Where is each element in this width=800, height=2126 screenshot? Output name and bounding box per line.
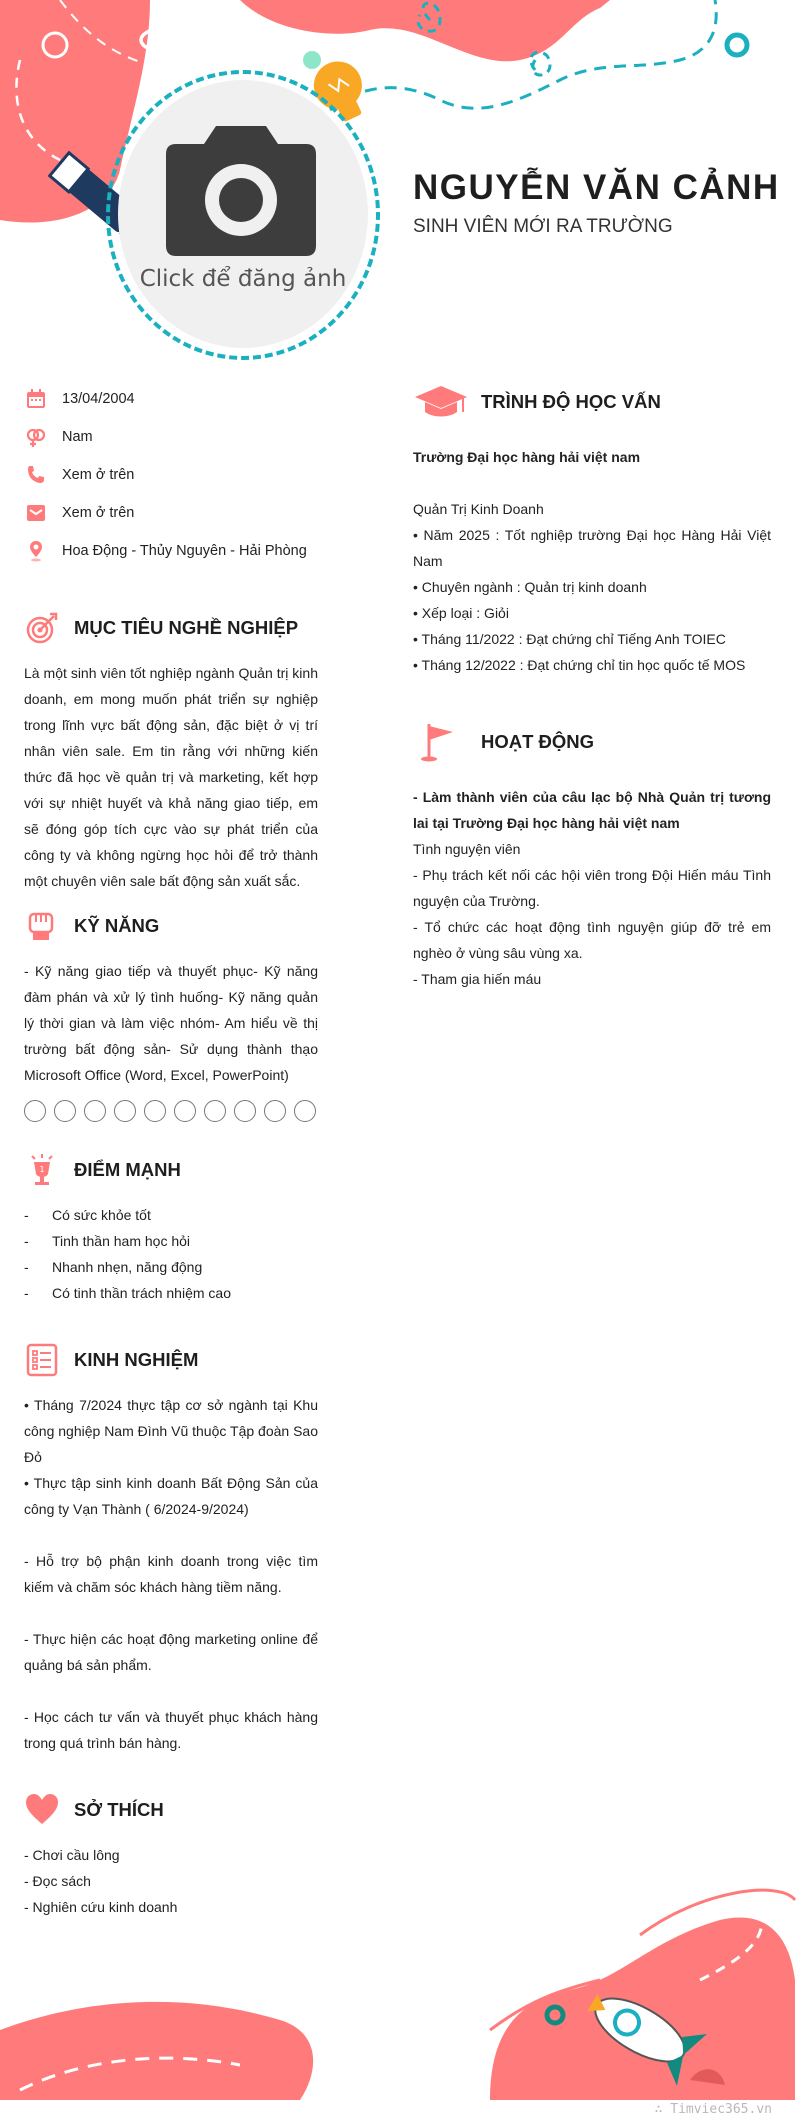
skills-title: KỸ NĂNG: [74, 915, 160, 936]
heart-icon: [24, 1792, 60, 1828]
list-item: • Xếp loại : Giỏi: [413, 605, 509, 621]
address-text: Hoa Động - Thủy Nguyên - Hải Phòng: [62, 543, 307, 559]
list-item: - Chơi cầu lông: [24, 1847, 120, 1863]
list-item: - Có tinh thần trách nhiệm cao: [24, 1285, 231, 1301]
email-text: Xem ở trên: [62, 505, 135, 521]
education-title: TRÌNH ĐỘ HỌC VẤN: [481, 391, 661, 412]
footer-decoration: [0, 1880, 800, 2126]
candidate-name: NGUYỄN VĂN CẢNH: [413, 168, 780, 207]
activities-heading: [413, 720, 771, 764]
list-item: - Tổ chức các hoạt động tình nguyện giúp đỡ trẻ em nghèo ở vùng sâu vùng xa.: [413, 919, 771, 961]
rating-dot[interactable]: [144, 1100, 166, 1122]
strengths-title: ĐIỂM MẠNH: [74, 1159, 181, 1180]
rating-dot[interactable]: [264, 1100, 286, 1122]
rating-dot[interactable]: [174, 1100, 196, 1122]
experience-item: • Thực tập sinh kinh doanh Bất Động Sản của công ty Vạn Thành ( 6/2024-9/2024): [24, 1475, 318, 1517]
hobbies-title: SỞ THÍCH: [74, 1799, 164, 1820]
experience-title: KINH NGHIỆM: [74, 1349, 199, 1370]
hobbies-heading: [24, 1792, 318, 1828]
right-column: [413, 380, 771, 992]
phone-text: Xem ở trên: [62, 467, 135, 483]
svg-text:1: 1: [39, 1165, 45, 1174]
experience-detail: - Thực hiện các hoạt động marketing online để quảng bá sản phẩm.: [24, 1631, 318, 1673]
list-item: • Năm 2025 : Tốt nghiệp trường Đại học Hàng Hải Việt Nam: [413, 527, 771, 569]
fist-icon: [24, 908, 60, 944]
contact-gender: [24, 418, 318, 456]
watermark: ∴ Timviec365.vn: [654, 2102, 772, 2117]
list-item: - Nhanh nhẹn, năng động: [24, 1259, 203, 1275]
trophy-icon: [24, 1152, 60, 1188]
activities-role: Tình nguyện viên: [413, 841, 521, 857]
target-icon: [24, 610, 60, 646]
skills-text: - Kỹ năng giao tiếp và thuyết phục- Kỹ năng đàm phán và xử lý tình huống- Kỹ năng quản lý thời gian và làm việc nhóm- Am hiểu về thị trường bất động sản- Sử dụng thành thạo Microsoft Office (Word, Excel, PowerPoint): [24, 963, 318, 1083]
list-item: - Đọc sách: [24, 1873, 91, 1889]
birthday-text: 13/04/2004: [62, 391, 135, 407]
rating-dot[interactable]: [54, 1100, 76, 1122]
skills-heading: [24, 908, 318, 944]
experience-detail: - Học cách tư vấn và thuyết phục khách hàng trong quá trình bán hàng.: [24, 1709, 318, 1751]
experience-detail: - Hỗ trợ bộ phận kinh doanh trong việc tìm kiếm và chăm sóc khách hàng tiềm năng.: [24, 1553, 318, 1595]
location-icon: [24, 539, 48, 563]
list-item: - Tham gia hiến máu: [413, 971, 542, 987]
contact-email: [24, 494, 318, 532]
experience-heading: [24, 1342, 318, 1378]
email-icon: [24, 501, 48, 525]
objective-title: MỤC TIÊU NGHỀ NGHIỆP: [74, 617, 299, 638]
skill-rating[interactable]: [24, 1100, 318, 1122]
candidate-title: SINH VIÊN MỚI RA TRƯỜNG: [413, 216, 673, 237]
camera-icon: [166, 126, 316, 256]
rating-dot[interactable]: [204, 1100, 226, 1122]
education-school: Trường Đại học hàng hải việt nam: [413, 449, 641, 465]
activities-title: HOẠT ĐỘNG: [481, 731, 595, 752]
list-item: • Chuyên ngành : Quản trị kinh doanh: [413, 579, 647, 595]
contact-birthday: [24, 380, 318, 418]
list-item: - Có sức khỏe tốt: [24, 1207, 151, 1223]
objective-heading: [24, 610, 318, 646]
education-major: Quản Trị Kinh Doanh: [413, 501, 544, 517]
list-item: • Tháng 11/2022 : Đạt chứng chỉ Tiếng Anh TOIEC: [413, 631, 726, 647]
contact-address: [24, 532, 318, 570]
rating-dot[interactable]: [84, 1100, 106, 1122]
list-item: - Tinh thần ham học hỏi: [24, 1233, 191, 1249]
gender-text: Nam: [62, 429, 93, 445]
checklist-icon: [24, 1342, 60, 1378]
experience-item: • Tháng 7/2024 thực tập cơ sở ngành tại Khu công nghiệp Nam Đình Vũ thuộc Tập đoàn Sao Đỏ: [24, 1397, 318, 1465]
rating-dot[interactable]: [24, 1100, 46, 1122]
flag-icon: [413, 720, 469, 764]
left-column: [24, 380, 318, 1920]
graduation-cap-icon: [413, 380, 469, 424]
education-heading: [413, 380, 771, 424]
avatar-caption[interactable]: Click để đăng ảnh: [139, 266, 347, 292]
rating-dot[interactable]: [114, 1100, 136, 1122]
atom-icon: [141, 0, 225, 84]
list-item: • Tháng 12/2022 : Đạt chứng chỉ tin học quốc tế MOS: [413, 657, 746, 673]
strengths-heading: [24, 1152, 318, 1188]
strengths-list: [24, 1202, 318, 1306]
rating-dot[interactable]: [234, 1100, 256, 1122]
objective-text: Là một sinh viên tốt nghiệp ngành Quản trị kinh doanh, em mong muốn phát triển sự nghiệp trong lĩnh vực bất động sản, đặc biệt ở vị trí nhân viên sale. Em tin rằng với những kiến thức đã học về quản trị và marketing, kết hợp với sự nhiệt huyết và khả năng giao tiếp, em sẽ đóng góp tích cực vào sự phát triển của công ty và không ngừng học hỏi để trở thành một chuyên viên sale bất động sản xuất sắc.: [24, 665, 318, 889]
contact-phone: [24, 456, 318, 494]
rating-dot[interactable]: [294, 1100, 316, 1122]
activities-org: - Làm thành viên của câu lạc bộ Nhà Quản trị tương lai tại Trường Đại học hàng hải việt nam: [413, 789, 771, 831]
gender-icon: [24, 425, 48, 449]
calendar-icon: [24, 387, 48, 411]
phone-icon: [24, 463, 48, 487]
list-item: - Nghiên cứu kinh doanh: [24, 1899, 178, 1915]
list-item: - Phụ trách kết nối các hội viên trong Đội Hiến máu Tình nguyện của Trường.: [413, 867, 771, 909]
